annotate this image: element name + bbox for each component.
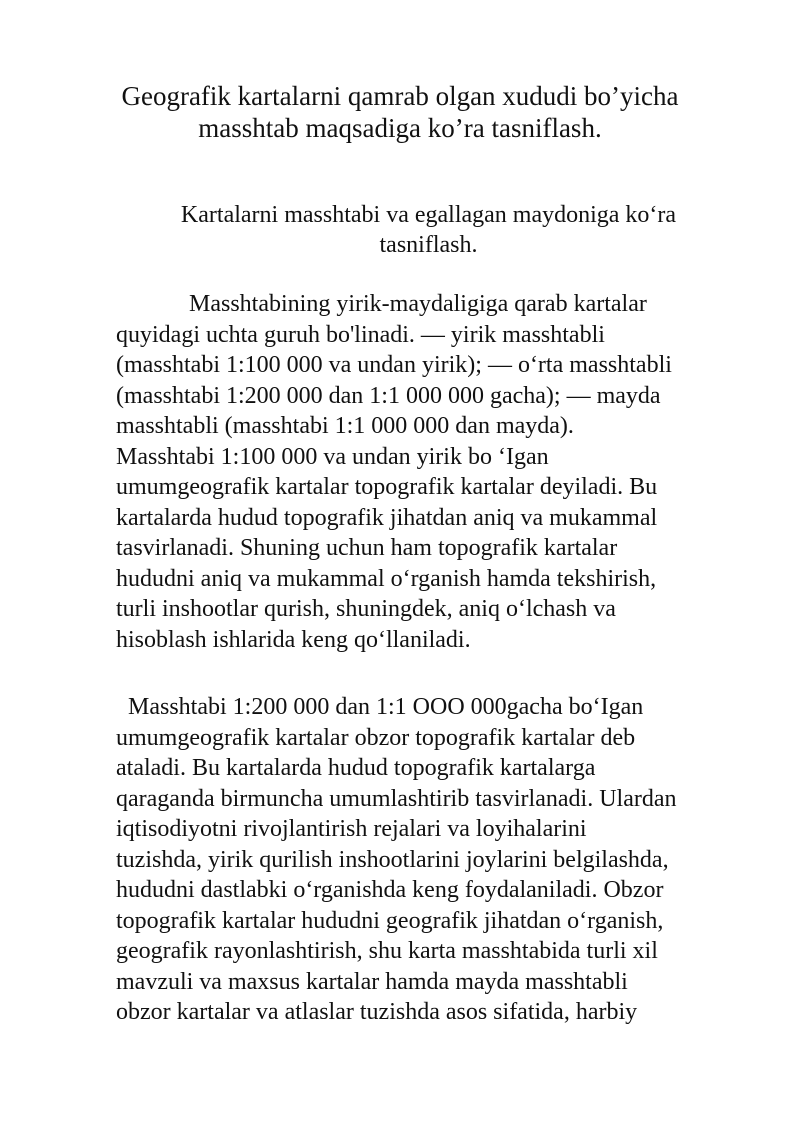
paragraph-line: masshtabli (masshtabi 1:1 000 000 dan mayda). — [116, 413, 574, 439]
paragraph-line: tasvirlanadi. Shuning uchun ham topografik kartalar — [116, 535, 618, 561]
title-line: masshtab maqsadiga ko’ra tasniflash. — [198, 113, 602, 143]
paragraph-line: quyidagi uchta guruh bo'linadi. — yirik masshtabli — [116, 321, 605, 348]
heading-line: tasniflash. — [379, 232, 478, 258]
paragraph-line: topografik kartalar hududni geografik jihatdan oʻrganish, — [116, 907, 664, 934]
paragraph-line: kartalarda hudud topografik jihatdan aniq va mukammal — [116, 504, 658, 531]
heading-line: Kartalarni masshtabi va egallagan maydoniga koʻra — [180, 202, 677, 228]
paragraph-line: turli inshootlar qurish, shuningdek, aniq oʻlchash va — [116, 596, 616, 622]
paragraph-line: Masshtabi 1:200 000 dan 1:1 OOO 000gacha boʻIgan — [128, 694, 644, 720]
paragraph-line: tuzishda, yirik qurilish inshootlarini joylarini belgilashda, — [116, 846, 669, 873]
section-heading — [115, 200, 742, 260]
paragraph-line: hududni aniq va mukammal oʻrganish hamda tekshirish, — [116, 565, 657, 592]
paragraph-line: umumgeografik kartalar obzor topografik kartalar deb — [116, 724, 636, 751]
paragraph-line: Masshtabining yirik-maydaligiga qarab kartalar — [189, 291, 647, 317]
title-line: Geografik kartalarni qamrab olgan xududi bo’yicha — [121, 81, 679, 111]
paragraph-line: iqtisodiyotni rivojlantirish rejalari va loyihalarini — [116, 816, 587, 842]
paragraph-scale-groups — [116, 289, 756, 655]
paragraph-overview-maps — [116, 692, 756, 1028]
paragraph-line: hisoblash ishlarida keng qoʻllaniladi. — [116, 626, 471, 653]
paragraph-line: Masshtabi 1:100 000 va undan yirik bo ‘Igan — [116, 443, 549, 470]
paragraph-line: ataladi. Bu kartalarda hudud topografik kartalarga — [116, 755, 596, 781]
paragraph-line: geografik rayonlashtirish, shu karta masshtabida turli xil — [116, 938, 658, 964]
paragraph-line: mavzuli va maxsus kartalar hamda mayda masshtabli — [116, 968, 628, 995]
document-title — [80, 80, 720, 144]
paragraph-line: (masshtabi 1:200 000 dan 1:1 000 000 gacha); — mayda — [116, 382, 661, 409]
paragraph-line: hududni dastlabki oʻrganishda keng foydalaniladi. Obzor — [116, 877, 664, 903]
paragraph-line: (masshtabi 1:100 000 va undan yirik); — oʻrta masshtabli — [116, 352, 672, 378]
paragraph-line: umumgeografik kartalar topografik kartalar deyiladi. Bu — [116, 474, 658, 500]
paragraph-line: qaraganda birmuncha umumlashtirib tasvirlanadi. Ulardan — [116, 785, 677, 812]
paragraph-line: obzor kartalar va atlaslar tuzishda asos sifatida, harbiy — [116, 999, 638, 1025]
